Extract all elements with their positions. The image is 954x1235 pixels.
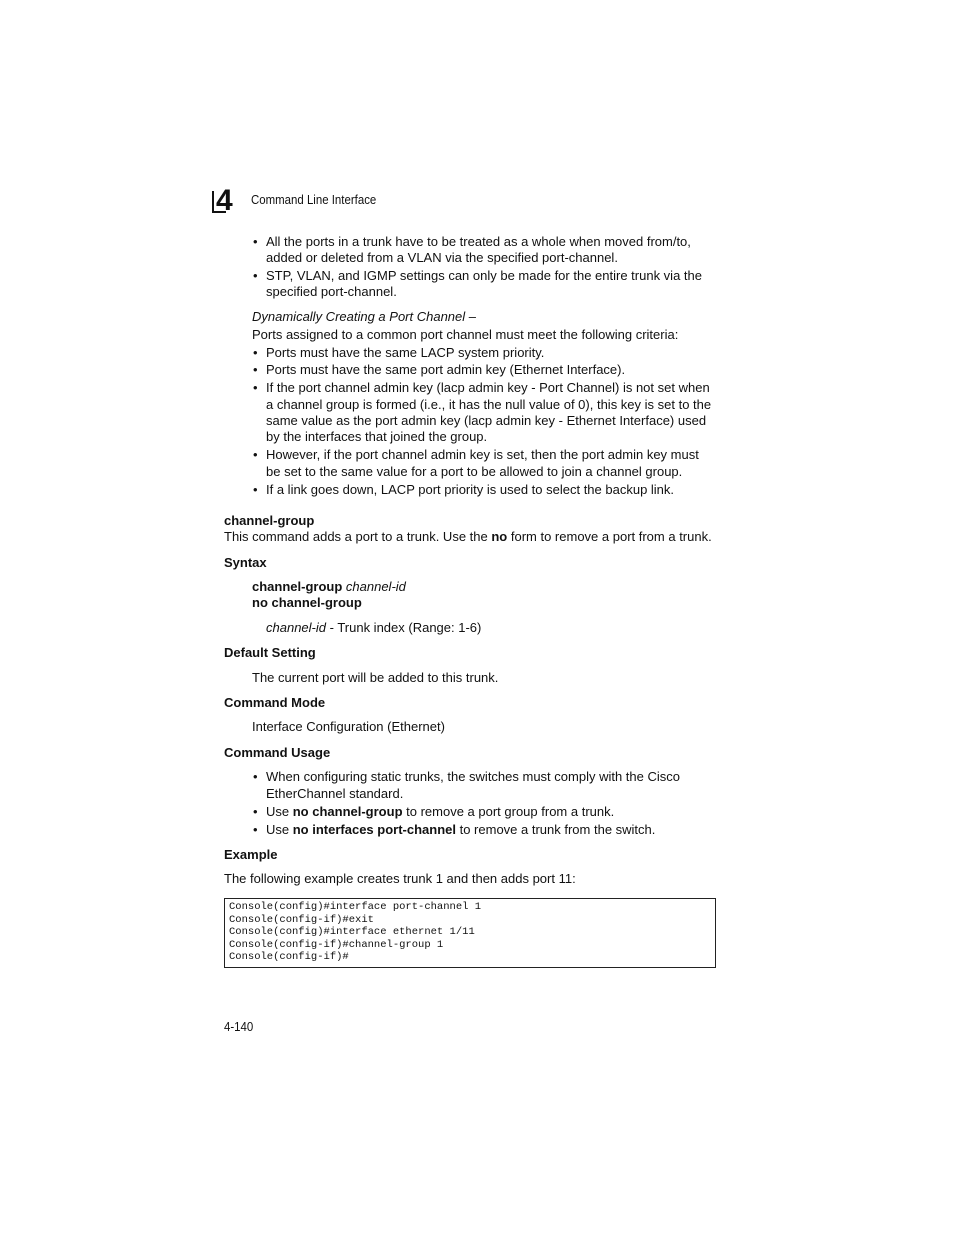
default-heading: Default Setting <box>224 645 316 660</box>
dynamic-heading: Dynamically Creating a Port Channel – <box>252 309 476 324</box>
chapter-marker-border <box>212 191 214 213</box>
desc-after: form to remove a port from a trunk. <box>507 529 712 544</box>
syntax-command: channel-group <box>252 579 343 594</box>
chapter-number: 4 <box>216 184 233 217</box>
parameter-description <box>266 620 481 636</box>
usage-1-line-2: EtherChannel standard. <box>266 786 404 801</box>
bullet-dot: • <box>253 769 258 784</box>
criteria-4-line-2: be set to the same value for a port to be allowed to join a channel group. <box>266 464 683 479</box>
default-text: The current port will be added to this trunk. <box>252 670 499 685</box>
usage-heading: Command Usage <box>224 745 331 760</box>
syntax-no-form: no channel-group <box>252 595 362 610</box>
usage-3 <box>266 822 655 838</box>
bullet-dot: • <box>253 234 258 249</box>
usage-2-pre: Use <box>266 804 293 819</box>
parameter-name: channel-id <box>266 620 326 635</box>
bullet-dot: • <box>253 345 258 360</box>
criteria-3-line-4: by the interfaces that joined the group. <box>266 429 488 444</box>
chapter-marker <box>212 184 240 217</box>
example-heading: Example <box>224 847 278 862</box>
example-intro: The following example creates trunk 1 and then adds port 11: <box>224 871 576 886</box>
chapter-title: Command Line Interface <box>251 192 377 207</box>
criteria-3-line-3: same value as the port admin key (lacp admin key - Ethernet Interface) used <box>266 413 707 428</box>
trunk-bullet-1-line-1: All the ports in a trunk have to be treated as a whole when moved from/to, <box>266 234 691 249</box>
criteria-3-line-2: a channel group is formed (i.e., it has the null value of 0), this key is set to the <box>266 397 712 412</box>
code-line: Console(config-if)# <box>229 951 349 963</box>
desc-before: This command adds a port to a trunk. Use the <box>224 529 492 544</box>
usage-2-post: to remove a port group from a trunk. <box>402 804 615 819</box>
page-number: 4-140 <box>224 1019 254 1034</box>
code-box <box>224 898 716 968</box>
syntax-heading: Syntax <box>224 555 267 570</box>
bullet-dot: • <box>253 268 258 283</box>
code-line: Console(config)#interface port-channel 1 <box>229 901 482 913</box>
usage-3-pre: Use <box>266 822 293 837</box>
syntax-line <box>252 579 406 595</box>
trunk-bullet-2-line-1: STP, VLAN, and IGMP settings can only be made for the entire trunk via the <box>266 268 702 283</box>
command-name: channel-group <box>224 513 315 528</box>
usage-3-keyword: no interfaces port-channel <box>292 822 456 837</box>
mode-heading: Command Mode <box>224 695 326 710</box>
code-line: Console(config)#interface ethernet 1/11 <box>229 926 475 938</box>
usage-3-post: to remove a trunk from the switch. <box>455 822 656 837</box>
bullet-dot: • <box>253 482 258 497</box>
command-description <box>224 529 712 545</box>
syntax-parameter: channel-id <box>345 579 406 594</box>
code-line: Console(config-if)#channel-group 1 <box>229 938 444 951</box>
criteria-5: If a link goes down, LACP port priority is used to select the backup link. <box>266 482 675 497</box>
trunk-bullet-2-line-2: specified port-channel. <box>266 284 397 299</box>
usage-2-keyword: no channel-group <box>292 804 403 819</box>
usage-2 <box>266 804 614 820</box>
bullet-dot: • <box>253 822 258 837</box>
bullet-dot: • <box>253 362 258 377</box>
mode-text: Interface Configuration (Ethernet) <box>252 719 445 734</box>
parameter-text: - Trunk index (Range: 1-6) <box>326 620 482 635</box>
trunk-bullet-1-line-2: added or deleted from a VLAN via the specified port-channel. <box>266 250 618 265</box>
code-line: Console(config-if)#exit <box>229 913 374 926</box>
criteria-3-line-1: If the port channel admin key (lacp admin key - Port Channel) is not set when <box>266 380 710 395</box>
criteria-4-line-1: However, if the port channel admin key is set, then the port admin key must <box>266 447 699 462</box>
bullet-dot: • <box>253 380 258 395</box>
desc-keyword: no <box>491 529 508 544</box>
dynamic-intro: Ports assigned to a common port channel must meet the following criteria: <box>252 327 679 342</box>
usage-1-line-1: When configuring static trunks, the switches must comply with the Cisco <box>266 769 680 784</box>
criteria-1: Ports must have the same LACP system priority. <box>266 345 545 360</box>
criteria-2: Ports must have the same port admin key (Ethernet Interface). <box>266 362 626 377</box>
bullet-dot: • <box>253 804 258 819</box>
bullet-dot: • <box>253 447 258 462</box>
